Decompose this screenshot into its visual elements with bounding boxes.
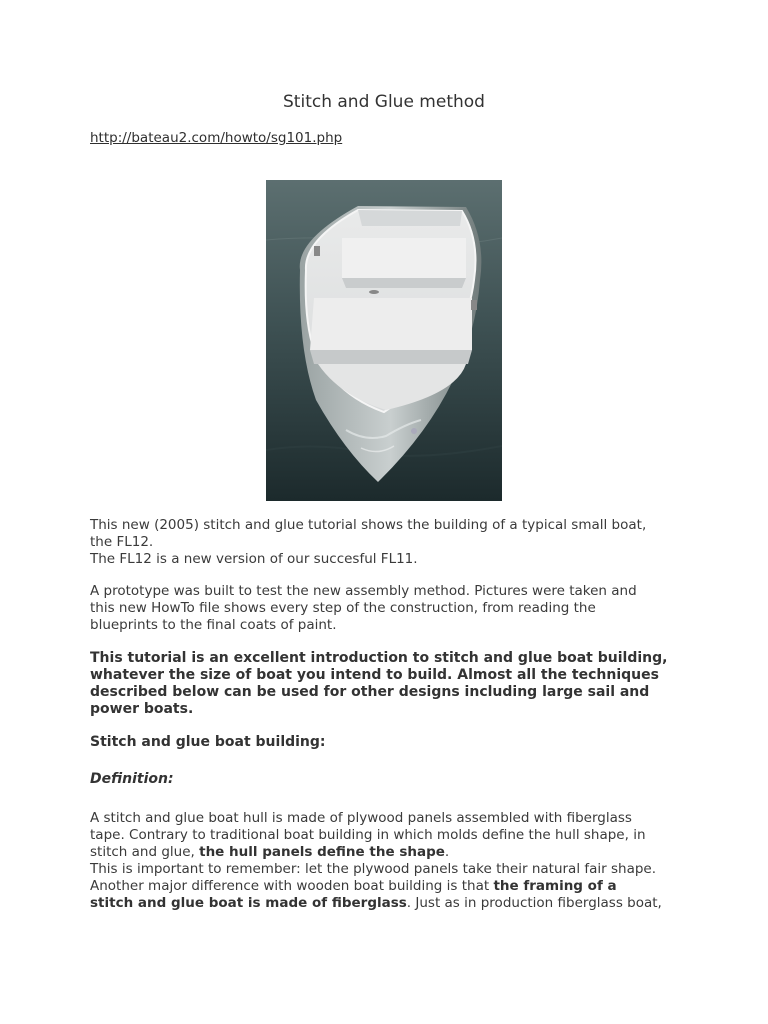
definition-text: . <box>444 844 450 860</box>
intro-line: The FL12 is a new version of our succesful FL11. <box>90 551 418 567</box>
page-title: Stitch and Glue method <box>283 92 485 112</box>
highlight-paragraph <box>90 650 690 718</box>
intro-line: This new (2005) stitch and glue tutorial shows the building of a typical small boat, <box>90 517 647 533</box>
definition-text: Another major difference with wooden boat building is that <box>90 878 494 894</box>
prototype-line: A prototype was built to test the new assembly method. Pictures were taken and <box>90 583 637 599</box>
definition-emphasis: stitch and glue boat is made of fiberglass <box>90 895 407 911</box>
section-heading: Stitch and glue boat building: <box>90 734 326 750</box>
prototype-paragraph <box>90 583 690 634</box>
source-link[interactable]: http://bateau2.com/howto/sg101.php <box>90 130 343 146</box>
definition-line <box>90 844 690 861</box>
definition-emphasis: the hull panels define the shape <box>199 844 445 860</box>
definition-label: Definition: <box>90 771 174 787</box>
definition-line <box>90 895 690 912</box>
highlight-line: described below can be used for other designs including large sail and <box>90 684 650 700</box>
prototype-line: this new HowTo file shows every step of the construction, from reading the <box>90 600 596 616</box>
prototype-line: blueprints to the final coats of paint. <box>90 617 337 633</box>
definition-text: . Just as in production fiberglass boat, <box>406 895 662 911</box>
boat-photo <box>266 180 502 501</box>
definition-text: stitch and glue, <box>90 844 200 860</box>
definition-paragraph <box>90 810 690 912</box>
intro-line: the FL12. <box>90 534 154 550</box>
definition-emphasis: the framing of a <box>493 878 617 894</box>
highlight-line: power boats. <box>90 701 194 717</box>
definition-line <box>90 878 690 895</box>
definition-line: This is important to remember: let the plywood panels take their natural fair shape. <box>90 861 657 877</box>
highlight-line: This tutorial is an excellent introduction to stitch and glue boat building, <box>90 650 668 666</box>
intro-paragraph <box>90 517 690 568</box>
definition-line: A stitch and glue boat hull is made of plywood panels assembled with fiberglass <box>90 810 632 826</box>
definition-line: tape. Contrary to traditional boat building in which molds define the hull shape, in <box>90 827 646 843</box>
highlight-line: whatever the size of boat you intend to build. Almost all the techniques <box>90 667 659 683</box>
